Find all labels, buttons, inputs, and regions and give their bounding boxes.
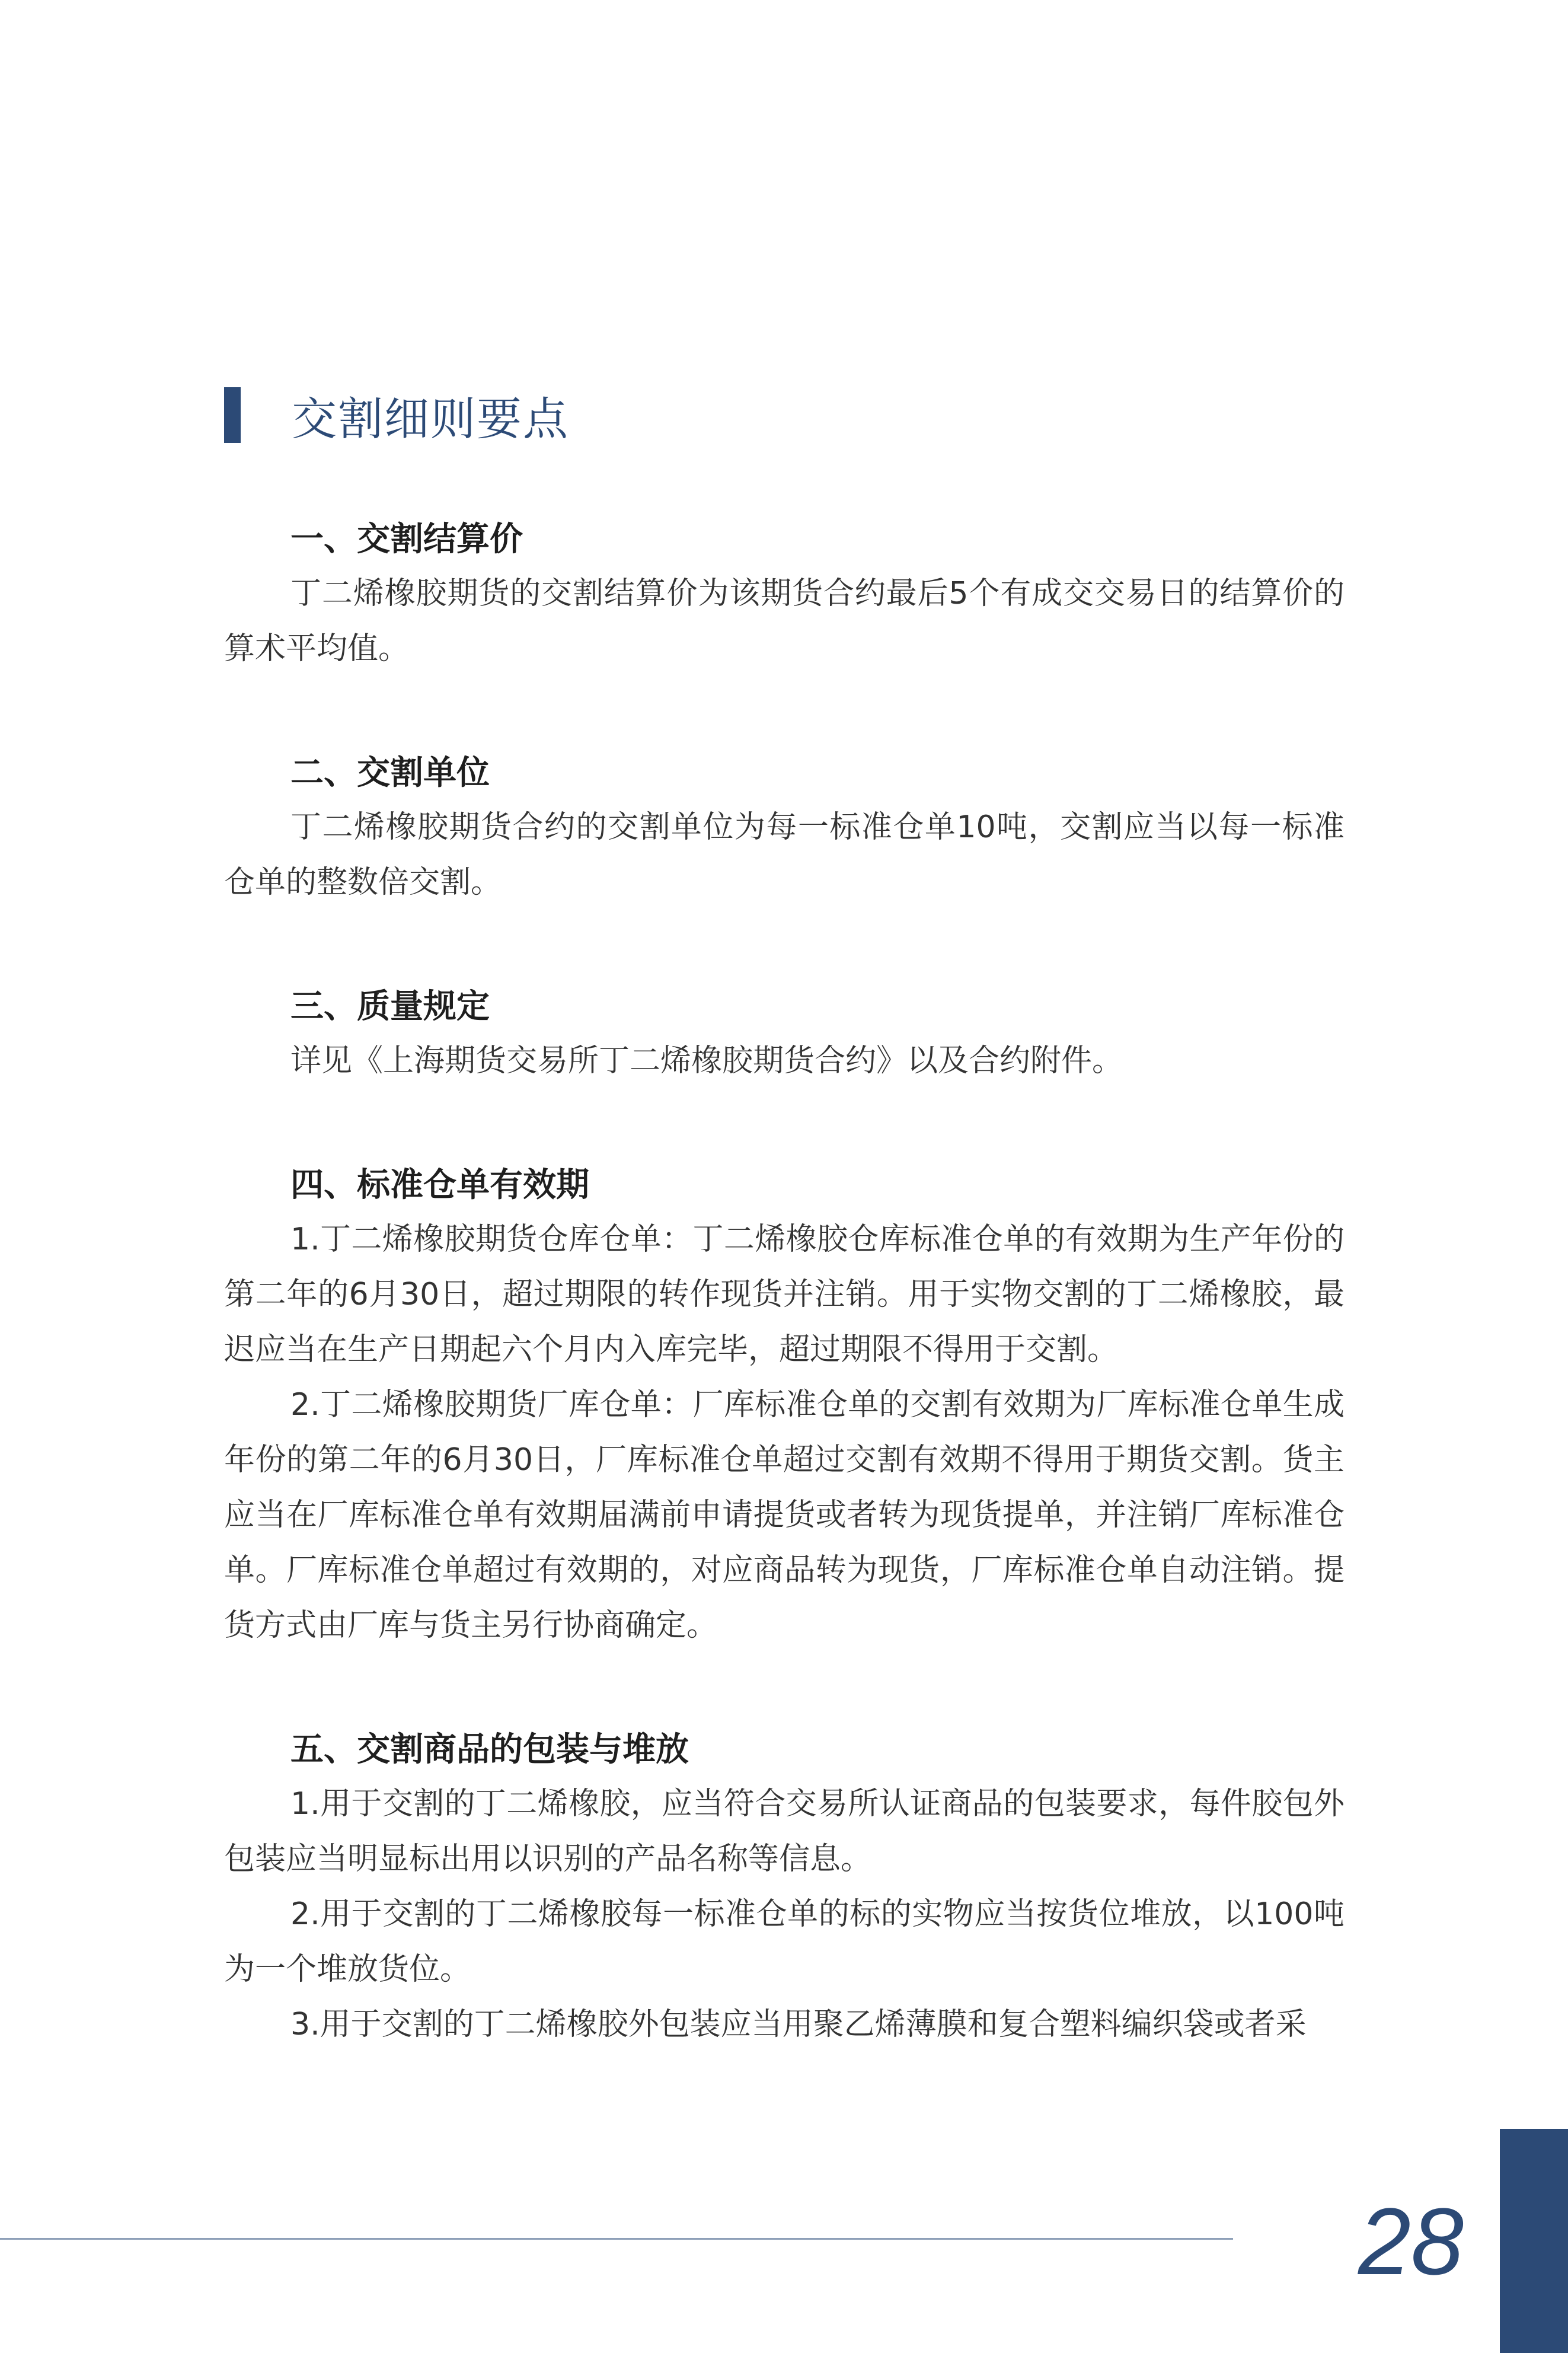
section-heading: 五、交割商品的包装与堆放 <box>290 1730 689 1769</box>
section-block <box>224 513 1345 677</box>
page-number: 28 <box>1358 2188 1464 2294</box>
section-block <box>224 1723 1345 2052</box>
section-heading: 一、交割结算价 <box>290 520 523 559</box>
footer-rule <box>0 2238 1233 2240</box>
page-side-tab <box>1500 2129 1568 2353</box>
paragraph: 详见《上海期货交易所丁二烯橡胶期货合约》以及合约附件。 <box>290 1043 1123 1079</box>
section-block <box>224 1159 1345 1653</box>
paragraph: 2.用于交割的丁二烯橡胶每一标准仓单的标的实物应当按货位堆放，以100吨为一个堆放货位。 <box>224 1896 1345 1987</box>
document-body <box>224 513 1345 2122</box>
section-heading: 二、交割单位 <box>290 754 490 792</box>
paragraph: 1.用于交割的丁二烯橡胶，应当符合交易所认证商品的包装要求，每件胶包外包装应当明显标出用以识别的产品名称等信息。 <box>224 1786 1345 1877</box>
section-block <box>224 980 1345 1089</box>
section-block <box>224 747 1345 910</box>
paragraph: 2.丁二烯橡胶期货厂库仓单：厂库标准仓单的交割有效期为厂库标准仓单生成年份的第二年的6月30日，厂库标准仓单超过交割有效期不得用于期货交割。货主应当在厂库标准仓单有效期届满前申请提货或者转为现货提单，并注销厂库标准仓单。厂库标准仓单超过有效期的，对应商品转为现货，厂库标准仓单自动注销。提货方式由厂库与货主另行协商确定。 <box>224 1387 1345 1643</box>
paragraph: 丁二烯橡胶期货合约的交割单位为每一标准仓单10吨，交割应当以每一标准仓单的整数倍交割。 <box>224 809 1345 900</box>
paragraph: 丁二烯橡胶期货的交割结算价为该期货合约最后5个有成交交易日的结算价的算术平均值。 <box>224 576 1345 667</box>
paragraph: 1.丁二烯橡胶期货仓库仓单：丁二烯橡胶仓库标准仓单的有效期为生产年份的第二年的6月30日，超过期限的转作现货并注销。用于实物交割的丁二烯橡胶，最迟应当在生产日期起六个月内入库完毕，超过期限不得用于交割。 <box>224 1222 1345 1367</box>
section-heading: 四、标准仓单有效期 <box>290 1166 589 1204</box>
page-title: 交割细则要点 <box>292 392 569 445</box>
section-title <box>224 387 569 444</box>
paragraph: 3.用于交割的丁二烯橡胶外包装应当用聚乙烯薄膜和复合塑料编织袋或者采 <box>290 2007 1307 2042</box>
title-accent-bar <box>224 387 241 443</box>
section-heading: 三、质量规定 <box>290 987 490 1026</box>
